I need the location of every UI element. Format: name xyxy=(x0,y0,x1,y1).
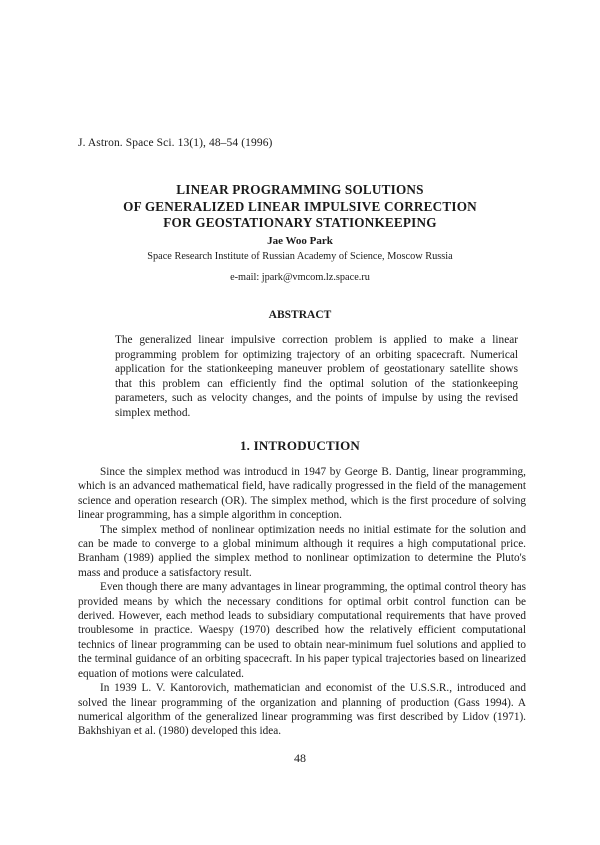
author-name: Jae Woo Park xyxy=(267,234,333,247)
title-line: LINEAR PROGRAMMING SOLUTIONS xyxy=(176,182,424,197)
paragraph: Even though there are many advantages in linear programming, the optimal control theory has provided means by which the necessary conditions for optimal orbit control function can be derived. However, each method leads to subsidiary computational requirements that have proved troublesome in practice. Waespy (1970) described how the relatively efficient computational technics of linear programming can be used to obtain near-minimum fuel solutions and applied to the terminal guidance of an orbiting spacecraft. In his paper typical trajectories based on linearized equation of motions were calculated. xyxy=(78,581,526,680)
title-block xyxy=(0,182,600,285)
journal-reference: J. Astron. Space Sci. 13(1), 48–54 (1996) xyxy=(78,137,273,149)
author-email: e-mail: jpark@vmcom.lz.space.ru xyxy=(230,271,370,283)
paragraph: The simplex method of nonlinear optimization needs no initial estimate for the solution and can be made to converge to a global minimum although it requires a high computational price. Branham (1989) applied the simplex method to nonlinear optimization to determine the Pluto's mass and produce a satisfactory result. xyxy=(78,523,526,579)
introduction-body xyxy=(78,465,526,739)
title-line: FOR GEOSTATIONARY STATIONKEEPING xyxy=(163,215,437,230)
abstract-text: The generalized linear impulsive correction problem is applied to make a linear programming problem for optimizing trajectory of an orbiting spacecraft. Numerical application for the stationkeeping maneuver problem of geostationary satellite shows that this problem can efficiently find the optimal solution of the stationkeeping parameters, such as velocity changes, and the points of impulse by using the revised simplex method. xyxy=(115,334,518,419)
page-number: 48 xyxy=(294,751,306,765)
title-line: OF GENERALIZED LINEAR IMPULSIVE CORRECTION xyxy=(123,198,477,214)
abstract-heading: ABSTRACT xyxy=(268,309,332,321)
section-heading: 1. INTRODUCTION xyxy=(239,438,360,453)
author-affiliation: Space Research Institute of Russian Academy of Science, Moscow Russia xyxy=(147,250,453,262)
paragraph: Since the simplex method was introducd in 1947 by George B. Dantig, linear programming, which is an advanced mathematical field, have radically progressed in the field of the management science and operation research (OR). The simplex method, which is the first procedure of solving linear programming, has a simple algorithm in conception. xyxy=(78,466,526,522)
paragraph: In 1939 L. V. Kantorovich, mathematician and economist of the U.S.S.R., introduced and solved the linear programming of the organization and planning of production (Gass 1994). A numerical algorithm of the generalized linear programming was first described by Lidov (1971). Bakhshiyan et al. (1980) developed this idea. xyxy=(78,682,526,738)
